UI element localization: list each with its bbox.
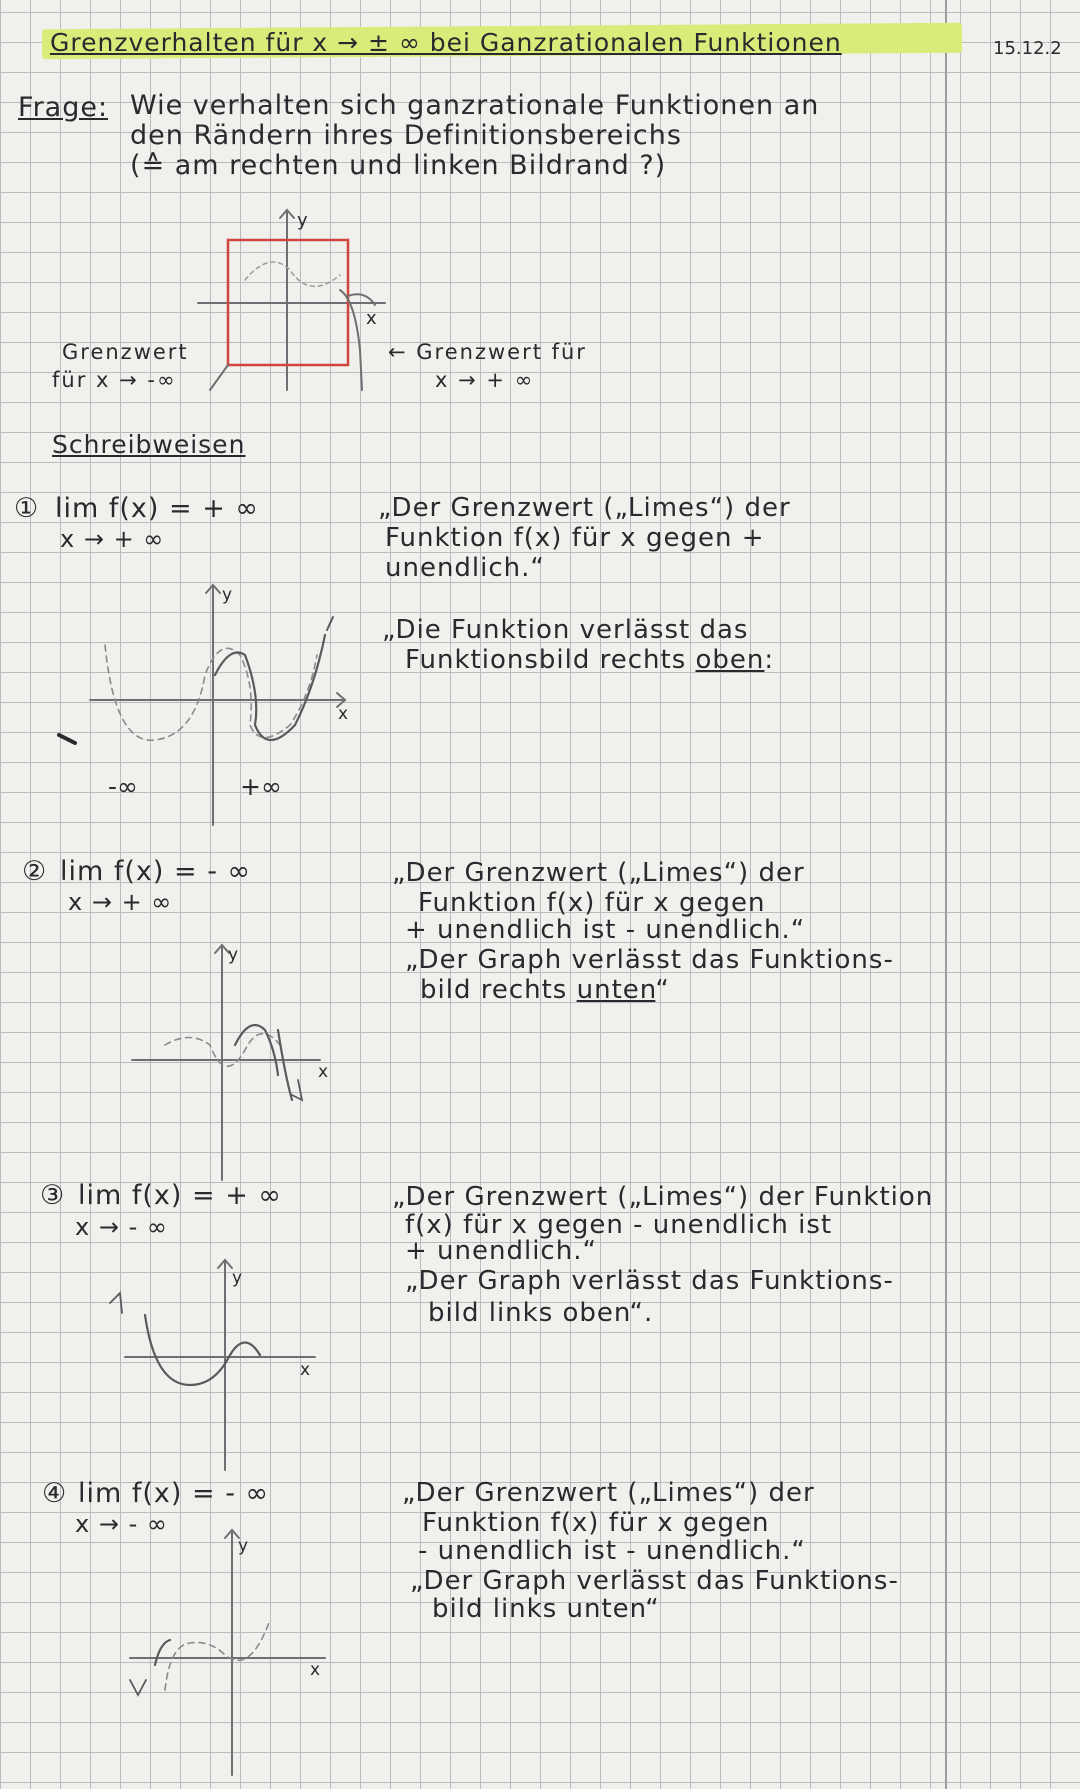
case-2-limit: lim f(x) = - ∞	[60, 856, 252, 887]
case-1-note-2	[405, 645, 774, 675]
case-1-note-text: Funktionsbild rechts	[405, 645, 696, 675]
case-4-sketch	[110, 1525, 340, 1775]
case-2-quote-1: „Der Grenzwert („Limes“) der	[392, 858, 805, 888]
case-2-subscript: x → + ∞	[68, 888, 173, 916]
case-3-quote-3: + unendlich.“	[405, 1236, 597, 1266]
case-1-note-1: „Die Funktion verlässt das	[382, 615, 749, 645]
case-1-limit: lim f(x) = + ∞	[55, 493, 259, 524]
case-1-tick-left: -∞	[108, 772, 138, 801]
case-1-quote-2: Funktion f(x) für x gegen +	[385, 523, 765, 553]
question-line-3: (≙ am rechten und linken Bildrand ?)	[130, 150, 667, 181]
date: 15.12.2	[993, 38, 1062, 59]
intro-left-annotation-2: für x → -∞	[52, 368, 177, 392]
case-1-quote-3: unendlich.“	[385, 553, 545, 583]
case-3-quote-2: f(x) für x gegen - unendlich ist	[405, 1210, 833, 1240]
question-label: Frage:	[18, 92, 109, 123]
intro-right-annotation-1: ← Grenzwert für	[388, 340, 587, 364]
case-4-note-1: „Der Graph verlässt das Funktions-	[410, 1566, 899, 1596]
intro-x-label: x	[366, 308, 377, 329]
case-2-note-2	[420, 975, 670, 1005]
case-4-subscript: x → - ∞	[75, 1510, 168, 1538]
case-4-quote-2: Funktion f(x) für x gegen	[422, 1508, 770, 1538]
case-1-x-label: x	[338, 704, 349, 724]
case-2-note-emphasis: unten	[576, 975, 656, 1005]
case-1-quote-1: „Der Grenzwert („Limes“) der	[378, 493, 791, 523]
case-3-note-2: bild links oben“.	[428, 1298, 654, 1328]
case-2-quote-3: + unendlich ist - unendlich.“	[405, 915, 806, 945]
case-1-y-label: y	[222, 585, 233, 605]
intro-sketch	[190, 200, 390, 400]
case-3-note-1: „Der Graph verlässt das Funktions-	[405, 1266, 894, 1296]
case-2-number: ②	[22, 856, 48, 887]
case-4-quote-1: „Der Grenzwert („Limes“) der	[402, 1478, 815, 1508]
case-1-sketch	[55, 575, 365, 825]
case-2-x-label: x	[318, 1062, 329, 1082]
case-1-number: ①	[14, 493, 40, 524]
case-4-limit: lim f(x) = - ∞	[78, 1478, 270, 1509]
intro-left-annotation-1: Grenzwert	[62, 340, 189, 364]
case-2-quote-2: Funktion f(x) für x gegen	[418, 888, 766, 918]
case-1-tick-right: +∞	[240, 772, 282, 801]
case-3-x-label: x	[300, 1360, 311, 1380]
notations-heading: Schreibweisen	[52, 430, 246, 459]
case-1-note-emphasis: oben	[695, 645, 765, 675]
case-2-note-text: bild rechts	[420, 975, 577, 1005]
case-3-subscript: x → - ∞	[75, 1213, 168, 1241]
case-3-sketch	[100, 1255, 330, 1475]
case-1-note-suffix: :	[764, 645, 775, 675]
case-4-note-2: bild links unten“	[432, 1594, 660, 1624]
page-title: Grenzverhalten für x → ± ∞ bei Ganzrationalen Funktionen	[50, 28, 842, 57]
case-3-y-label: y	[232, 1268, 243, 1288]
case-4-y-label: y	[238, 1536, 249, 1556]
case-2-note-1: „Der Graph verlässt das Funktions-	[405, 945, 894, 975]
case-4-x-label: x	[310, 1660, 321, 1680]
case-3-quote-1: „Der Grenzwert („Limes“) der Funktion	[392, 1182, 934, 1212]
intro-right-annotation-2: x → + ∞	[435, 368, 535, 392]
case-4-quote-3: - unendlich ist - unendlich.“	[418, 1536, 806, 1566]
case-1-subscript: x → + ∞	[60, 525, 165, 553]
case-2-y-label: y	[228, 945, 239, 965]
question-line-1: Wie verhalten sich ganzrationale Funktionen an	[130, 90, 820, 121]
case-3-limit: lim f(x) = + ∞	[78, 1180, 282, 1211]
case-2-sketch	[120, 935, 340, 1185]
case-4-number: ④	[42, 1478, 68, 1509]
case-2-note-suffix: “	[655, 975, 670, 1005]
intro-y-label: y	[297, 210, 308, 231]
case-3-number: ③	[40, 1180, 66, 1211]
question-line-2: den Rändern ihres Definitionsbereichs	[130, 120, 682, 151]
margin-line	[945, 0, 947, 1789]
